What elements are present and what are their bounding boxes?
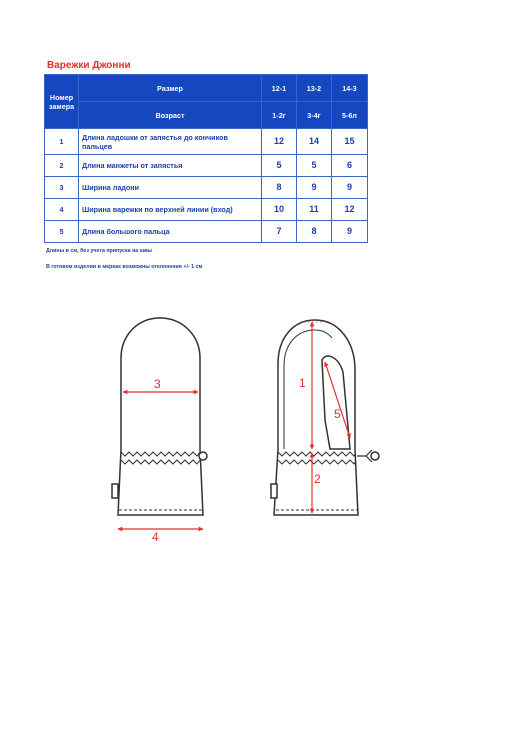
age-label: Возраст: [79, 102, 262, 129]
row-description: Ширина варежки по верхней линии (вход): [79, 199, 262, 221]
dimension-label-2: 2: [314, 472, 321, 486]
cuff-zigzag: [278, 452, 355, 456]
dimension-label-4: 4: [152, 530, 159, 544]
dimension-lines: [118, 322, 350, 529]
label-tag: [271, 484, 277, 498]
row-value: 5: [262, 155, 297, 177]
cuff-toggle: [199, 452, 207, 460]
cuff-toggle-ring: [371, 452, 379, 460]
row-value: 10: [262, 199, 297, 221]
row-value: 8: [262, 177, 297, 199]
row-description: Длина ладошки от запястья до кончиков пальцев: [79, 129, 262, 155]
row-value: 6: [332, 155, 368, 177]
row-description: Ширина ладони: [79, 177, 262, 199]
thumb-outline: [322, 356, 350, 449]
row-number: 2: [45, 155, 79, 177]
row-value: 5: [297, 155, 332, 177]
tolerance-note: В готовом изделии в мерках возможны отклонения +/- 1 см: [46, 264, 203, 270]
document-title: Варежки Джонни: [47, 60, 131, 71]
row-number: 5: [45, 221, 79, 243]
age-col-2: 3-4г: [297, 102, 332, 129]
label-tag: [112, 484, 118, 498]
size-col-1: 12-1: [262, 75, 297, 102]
row-number: 4: [45, 199, 79, 221]
mitten-palm-view: [271, 320, 379, 515]
row-value: 12: [262, 129, 297, 155]
cuff-zigzag: [121, 452, 200, 456]
dimension-label-5: 5: [334, 407, 341, 421]
age-col-3: 5-6л: [332, 102, 368, 129]
row-value: 15: [332, 129, 368, 155]
measure-number-header: Номер замера: [45, 75, 79, 129]
row-value: 7: [262, 221, 297, 243]
row-number: 3: [45, 177, 79, 199]
cuff-zigzag: [121, 460, 200, 464]
units-note: Длины в см, без учета припуска на швы: [46, 248, 152, 254]
age-col-1: 1-2г: [262, 102, 297, 129]
row-value: 9: [297, 177, 332, 199]
palm-patch: [284, 330, 332, 449]
mitten-back-view: [112, 318, 207, 515]
row-number: 1: [45, 129, 79, 155]
row-value: 8: [297, 221, 332, 243]
dimension-label-3: 3: [154, 377, 161, 391]
size-label: Размер: [79, 75, 262, 102]
mitten-back-outline: [118, 318, 203, 515]
cuff-toggle: [357, 450, 372, 462]
row-value: 14: [297, 129, 332, 155]
size-col-2: 13-2: [297, 75, 332, 102]
row-description: Длина манжеты от запястья: [79, 155, 262, 177]
row-value: 11: [297, 199, 332, 221]
row-description: Длина большого пальца: [79, 221, 262, 243]
size-col-3: 14-3: [332, 75, 368, 102]
cuff-zigzag: [278, 460, 355, 464]
row-value: 9: [332, 221, 368, 243]
dimension-label-1: 1: [299, 376, 306, 390]
row-value: 12: [332, 199, 368, 221]
row-value: 9: [332, 177, 368, 199]
